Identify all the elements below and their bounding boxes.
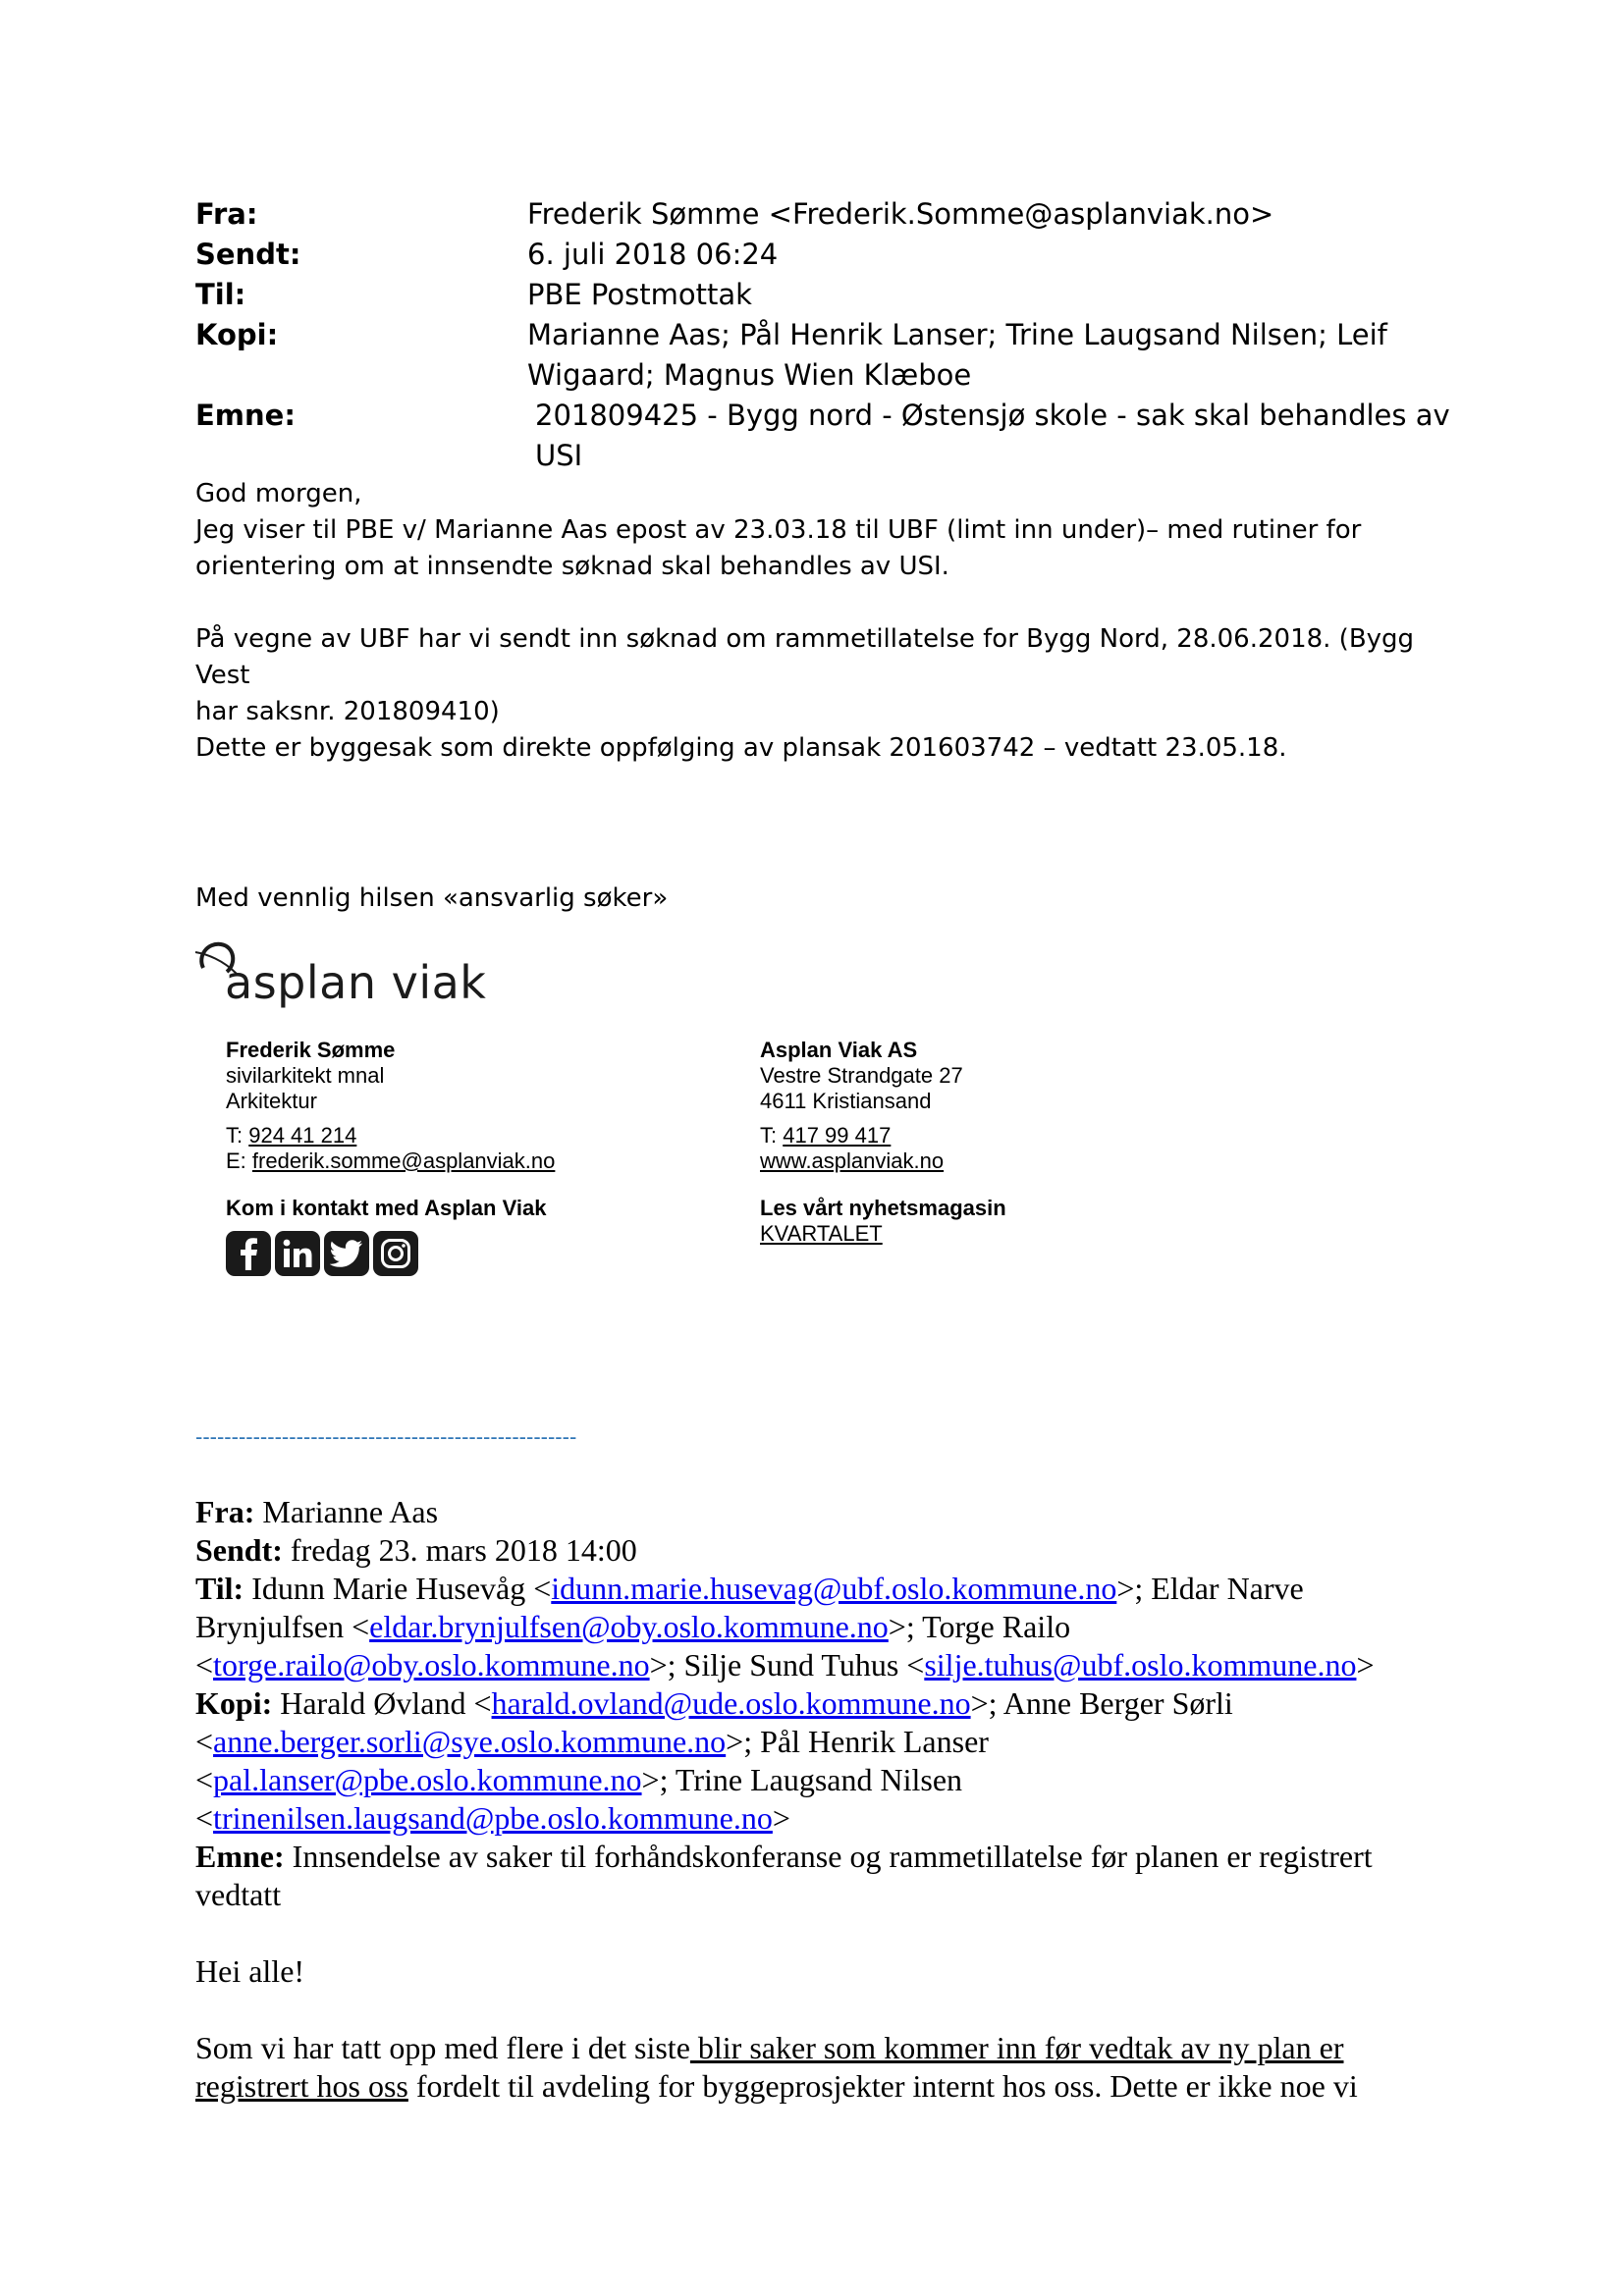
phone-prefix: T: (226, 1123, 249, 1148)
sent-row (195, 235, 1472, 275)
signature-company (760, 1038, 1006, 1247)
company-phone-prefix: T: (760, 1123, 784, 1148)
signature-department: Arkitektur (226, 1089, 317, 1113)
fwd-cc-line (195, 1799, 1462, 1838)
sent-value: 6. juli 2018 06:24 (527, 238, 779, 271)
body-line: Jeg viser til PBE v/ Marianne Aas epost av 23.03.18 til UBF (limt inn under)– med rutiner for (195, 515, 1362, 545)
contact-heading: Kom i kontakt med Asplan Viak (226, 1196, 547, 1220)
email-link[interactable]: silje.tuhus@ubf.oslo.kommune.no (924, 1647, 1357, 1682)
cc-line-2: Wigaard; Magnus Wien Klæboe (527, 358, 972, 392)
body-line: har saksnr. 201809410) (195, 697, 500, 726)
recipient-text: < (195, 1647, 214, 1682)
email-prefix: E: (226, 1148, 252, 1173)
body-line: orientering om at innsendte søknad skal behandles av USI. (195, 552, 949, 581)
instagram-icon[interactable] (373, 1231, 418, 1276)
email-link[interactable]: pal.lanser@pbe.oslo.kommune.no (213, 1762, 642, 1797)
from-value: Frederik Sømme <Frederik.Somme@asplanviak.no> (527, 197, 1274, 231)
email-link[interactable]: anne.berger.sorli@sye.oslo.kommune.no (213, 1724, 727, 1759)
greeting: God morgen, (195, 479, 362, 508)
body-text: fordelt til avdeling for byggeprosjekter internt hos oss. Dette er ikke noe vi (407, 2068, 1358, 2104)
email-link[interactable]: harald.ovland@ude.oslo.kommune.no (491, 1685, 971, 1721)
phone-link[interactable]: 924 41 214 (248, 1123, 357, 1148)
company-logo (193, 934, 487, 1023)
to-row (195, 275, 1472, 315)
subject-value: 201809425 - Bygg nord - Østensjø skole - sak skal behandles av USI (535, 399, 1450, 472)
cc-line-1: Marianne Aas; Pål Henrik Lanser; Trine Laugsand Nilsen; Leif (527, 318, 1387, 351)
recipient-text: > (772, 1800, 790, 1836)
fwd-from-line (195, 1493, 1462, 1531)
forwarded-message (195, 1493, 1462, 2106)
website-link[interactable]: www.asplanviak.no (760, 1148, 945, 1173)
signature-email-line (226, 1148, 555, 1174)
underlined-text: blir saker som kommer inn før vedtak av ny plan er (689, 2030, 1344, 2065)
twitter-icon[interactable] (324, 1231, 369, 1276)
signature-title: sivilarkitekt mnal (226, 1063, 385, 1088)
email-link[interactable]: trinenilsen.laugsand@pbe.oslo.kommune.no (213, 1800, 773, 1836)
fwd-cc-line (195, 1684, 1462, 1723)
from-label: Fra: (195, 197, 258, 231)
subject-row (195, 396, 1472, 476)
recipient-text: < (195, 1762, 214, 1797)
fwd-to-label: Til: (195, 1571, 244, 1606)
company-city: 4611 Kristiansand (760, 1089, 932, 1113)
from-row (195, 194, 1472, 235)
fwd-cc-label: Kopi: (195, 1685, 273, 1721)
fwd-from-value: Marianne Aas (254, 1494, 439, 1529)
closing-text: Med vennlig hilsen «ansvarlig søker» (195, 883, 669, 913)
recipient-text: < (195, 1800, 214, 1836)
fwd-sent-line (195, 1531, 1462, 1570)
body-text: Som vi har tatt opp med flere i det siste (195, 2030, 690, 2065)
cc-value (527, 315, 1472, 396)
body-paragraph-1 (195, 476, 1423, 585)
cc-label: Kopi: (195, 318, 279, 351)
logo-text: asplan viak (225, 956, 487, 1009)
signature-phone-line (226, 1123, 555, 1148)
recipient-text: >; Torge Railo (888, 1609, 1071, 1644)
recipient-text: >; Eldar Narve (1116, 1571, 1304, 1606)
fwd-subject-label: Emne: (195, 1839, 285, 1874)
fwd-subject-line (195, 1838, 1462, 1876)
company-name: Asplan Viak AS (760, 1038, 918, 1062)
magazine-heading: Les vårt nyhetsmagasin (760, 1196, 1006, 1220)
to-value: PBE Postmottak (527, 278, 752, 311)
recipient-text: >; Trine Laugsand Nilsen (641, 1762, 963, 1797)
fwd-subject-value: Innsendelse av saker til forhåndskonferanse og rammetillatelse før planen er registrert (284, 1839, 1373, 1874)
email-link[interactable]: torge.railo@oby.oslo.kommune.no (213, 1647, 650, 1682)
recipient-text: Idunn Marie Husevåg < (244, 1571, 552, 1606)
closing (195, 881, 1423, 917)
sent-label: Sendt: (195, 238, 301, 271)
fwd-to-line (195, 1608, 1462, 1646)
fwd-cc-line (195, 1723, 1462, 1761)
cc-row (195, 315, 1472, 396)
linkedin-icon[interactable] (275, 1231, 320, 1276)
subject-label: Emne: (195, 399, 296, 432)
fwd-subject-line: vedtatt (195, 1877, 282, 1912)
email-link[interactable]: frederik.somme@asplanviak.no (251, 1148, 556, 1173)
recipient-text: < (195, 1724, 214, 1759)
social-icons (226, 1231, 555, 1276)
email-link[interactable]: idunn.marie.husevag@ubf.oslo.kommune.no (551, 1571, 1117, 1606)
signature-name: Frederik Sømme (226, 1038, 396, 1062)
recipient-text: Harald Øvland < (272, 1685, 492, 1721)
recipient-text: >; Anne Berger Sørli (970, 1685, 1233, 1721)
fwd-from-label: Fra: (195, 1494, 255, 1529)
fwd-to-line (195, 1570, 1462, 1608)
company-street: Vestre Strandgate 27 (760, 1063, 963, 1088)
magazine-link[interactable]: KVARTALET (760, 1221, 883, 1246)
recipient-text: >; Pål Henrik Lanser (726, 1724, 989, 1759)
signature-person (226, 1038, 555, 1276)
fwd-greeting: Hei alle! (195, 1953, 305, 1989)
message-divider: ----------------------------------------------------- (195, 1424, 577, 1449)
fwd-sent-label: Sendt: (195, 1532, 283, 1568)
fwd-body-line (195, 2029, 1462, 2067)
company-phone-line (760, 1123, 1006, 1148)
email-header (195, 194, 1472, 476)
to-label: Til: (195, 278, 246, 311)
recipient-text: >; Silje Sund Tuhus < (649, 1647, 925, 1682)
body-line: Dette er byggesak som direkte oppfølging av plansak 201603742 – vedtatt 23.05.18. (195, 733, 1287, 763)
body-line: På vegne av UBF har vi sendt inn søknad om rammetillatelse for Bygg Nord, 28.06.2018. (Bygg Vest (195, 624, 1415, 690)
underlined-text: registrert hos oss (195, 2068, 408, 2104)
fwd-body-line (195, 2067, 1462, 2106)
body-paragraph-2 (195, 621, 1423, 767)
facebook-icon[interactable] (226, 1231, 271, 1276)
recipient-text: Brynjulfsen < (195, 1609, 370, 1644)
email-link[interactable]: eldar.brynjulfsen@oby.oslo.kommune.no (369, 1609, 889, 1644)
fwd-sent-value: fredag 23. mars 2018 14:00 (282, 1532, 637, 1568)
recipient-text: > (1356, 1647, 1375, 1682)
fwd-cc-line (195, 1761, 1462, 1799)
fwd-to-line (195, 1646, 1462, 1684)
company-phone-link[interactable]: 417 99 417 (783, 1123, 892, 1148)
